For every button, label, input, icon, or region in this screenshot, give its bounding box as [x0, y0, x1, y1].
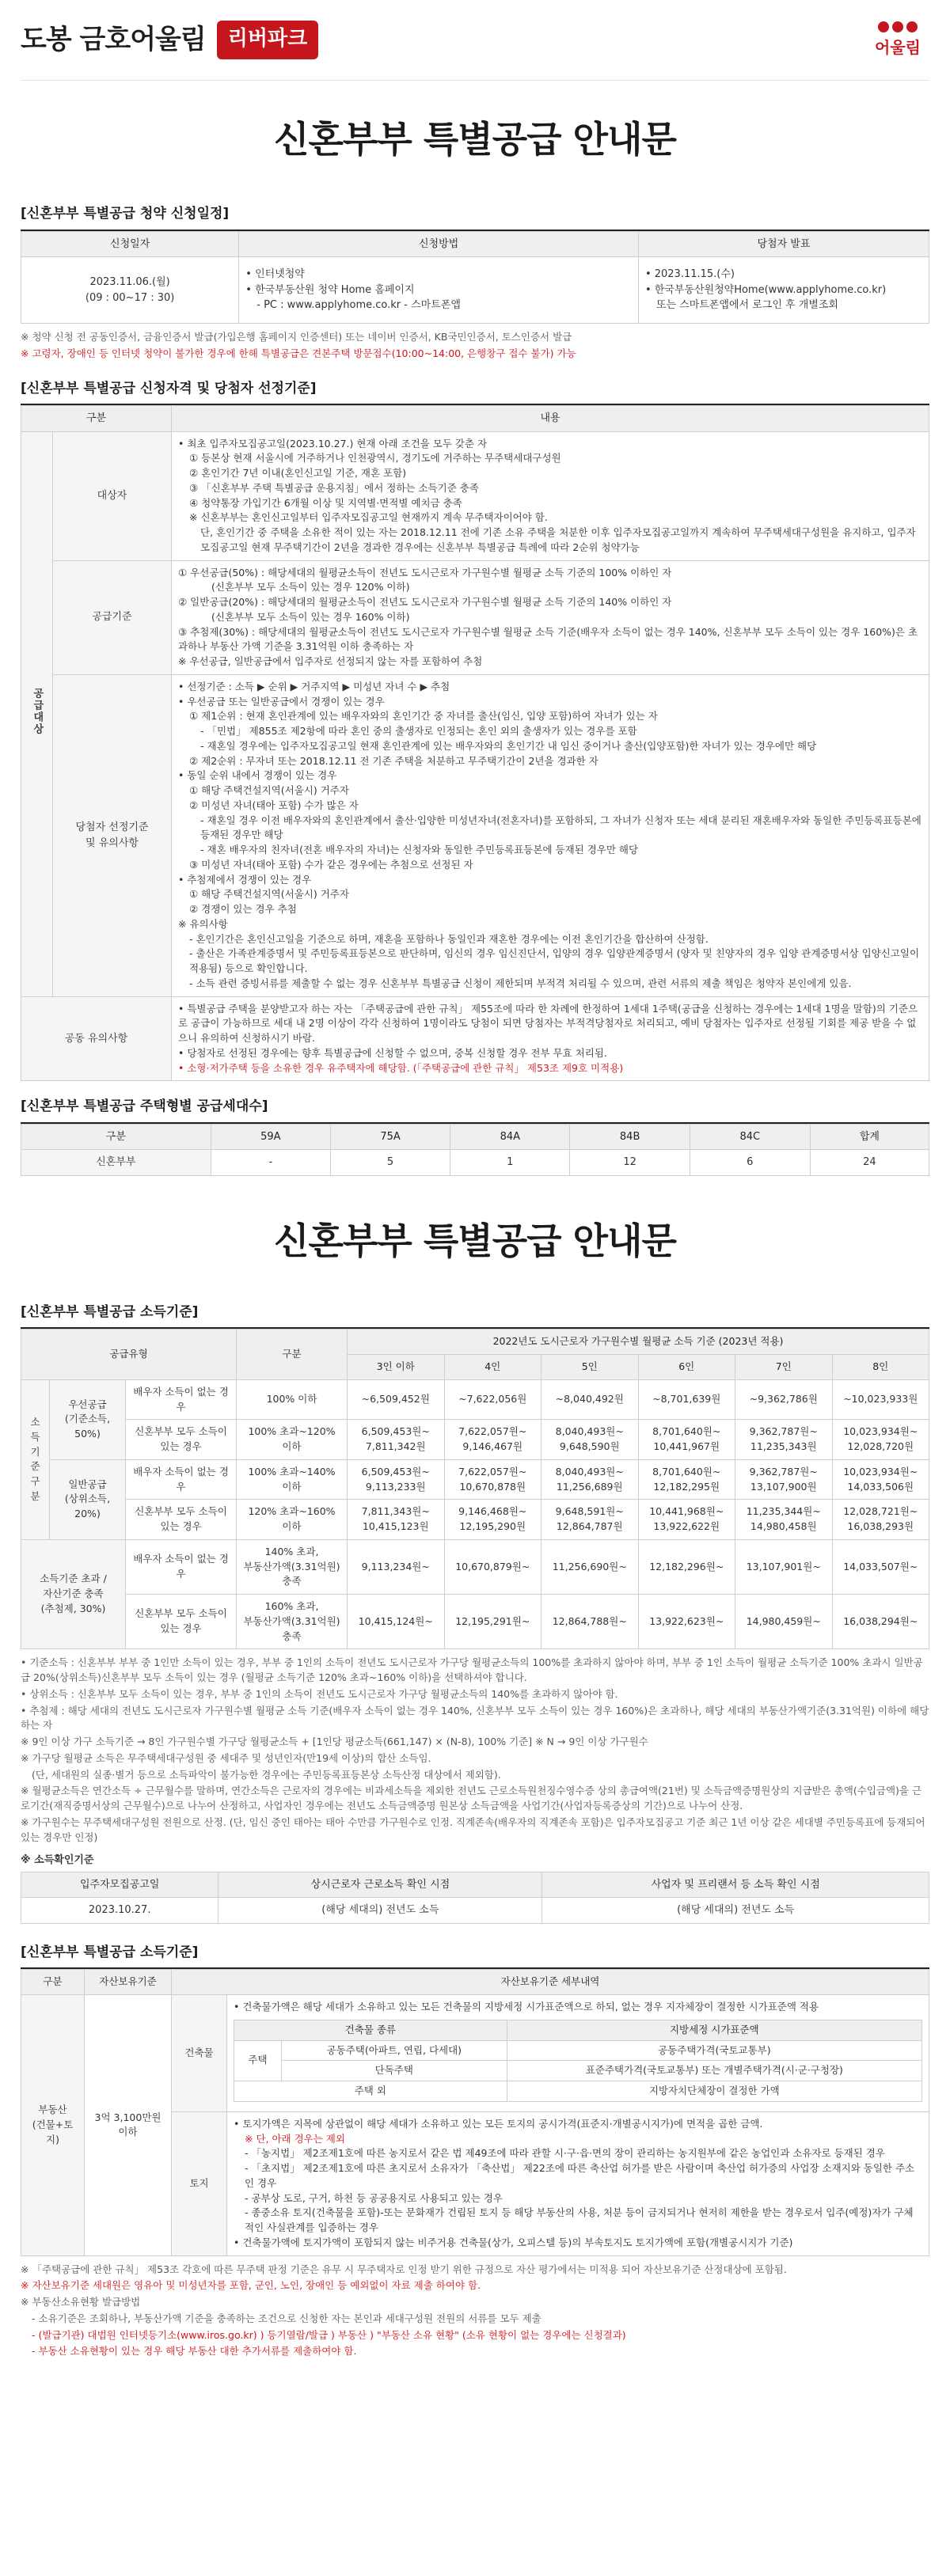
income-pct: 100% 초과~140% 이하 — [237, 1459, 348, 1500]
qual-row-content — [172, 674, 929, 996]
supply-value: 5 — [330, 1150, 450, 1176]
income-pct: 160% 초과, 부동산가액(3.31억원) 충족 — [237, 1595, 348, 1649]
asset-header: 자산보유기준 — [85, 1970, 172, 1995]
income-val: 8,701,640원~ 10,441,967원 — [638, 1420, 735, 1460]
asset-header: 자산보유기준 세부내역 — [172, 1970, 929, 1995]
building-content — [227, 1995, 929, 2112]
income-period-title: ※ 소득확인기준 — [21, 1854, 94, 1867]
income-group-name: 일반공급 (상위소득, 20%) — [50, 1459, 126, 1539]
qual-row-label: 대상자 — [53, 431, 172, 560]
income-val: ~9,362,786원 — [735, 1379, 833, 1420]
schedule-result — [638, 257, 929, 324]
income-sub: 신혼부부 모두 소득이 있는 경우 — [126, 1500, 237, 1540]
income-head-year: 2022년도 도시근로자 가구원수별 월평균 소득 기준 (2023년 적용) — [348, 1330, 929, 1355]
income-val: 9,648,591원~ 12,864,787원 — [542, 1500, 639, 1540]
result-line: • 한국부동산원청약Home(www.applyhome.co.kr) — [644, 283, 887, 296]
qual-line: • 소형·저가주택 등을 소유한 경우 유주택자에 해당함. (「주택공급에 관한 규칙」 제53조 제9호 미적용) — [178, 1061, 624, 1074]
qual-line: • 동일 순위 내에서 경쟁이 있는 경우 — [178, 769, 337, 782]
qual-line: ④ 청약통장 가입기간 6개월 이상 및 지역별·면적별 예치금 충족 — [189, 496, 462, 509]
income-val: ~8,040,492원 — [542, 1379, 639, 1420]
qual-line: 단, 혼인기간 중 주택을 소유한 적이 있는 자는 2018.12.11 전에 기존 소유 주택을 처분한 이후 입주자모집공고일까지 계속하여 무주택세대구성원을 유지하고, 입주자모집공고일 현재 무주택기간이 2년을 경과한 경우에는 신혼부부 특별공급 특례에 따라 2순위 청약가능 — [200, 526, 916, 553]
income-val: 9,362,787원~ 11,235,343원 — [735, 1420, 833, 1460]
income-val: 10,670,879원~ — [444, 1539, 542, 1594]
income-person: 7인 — [735, 1355, 833, 1380]
income-val: 13,922,623원~ — [638, 1595, 735, 1649]
supply-value: - — [211, 1150, 330, 1176]
income-pct: 120% 초과~160% 이하 — [237, 1500, 348, 1540]
qual-line: • 최초 입주자모집공고일(2023.10.27.) 현재 아래 조건을 모두 갖춘 자 — [178, 437, 488, 450]
schedule-section-title: [신혼부부 특별공급 청약 신청일정] — [21, 199, 929, 231]
income-side-label: 소득기준구분 — [21, 1379, 50, 1539]
asset-notes — [21, 2256, 929, 2365]
period-header: 입주자모집공고일 — [21, 1872, 218, 1898]
income-val: 8,040,493원~ 9,648,590원 — [542, 1420, 639, 1460]
qual-line: ② 일반공급(20%) : 해당세대의 월평균소득이 전년도 도시근로자 가구원수별 월평균 소득 기준의 140% 이하인 자 — [178, 596, 672, 608]
qual-row-content — [172, 560, 929, 674]
page-title: 신혼부부 특별공급 안내문 — [274, 118, 676, 161]
method-line: - PC : www.applyhome.co.kr - 스마트폰앱 — [256, 299, 461, 312]
income-table — [21, 1329, 929, 1649]
income-val: 11,256,690원~ — [542, 1539, 639, 1594]
qual-line: ② 제2순위 : 무자녀 또는 2018.12.11 전 기존 주택을 처분하고 무주택기간이 2년을 경과한 자 — [189, 754, 598, 767]
method-line: • 한국부동산원 청약 Home 홈페이지 — [245, 283, 415, 296]
building-inner-table — [234, 2020, 922, 2102]
supply-value: 12 — [570, 1150, 690, 1176]
inner-price: 지방자치단체장이 결정한 가액 — [507, 2081, 922, 2102]
income-val: 10,415,124원~ — [348, 1595, 445, 1649]
income-val: 14,033,507원~ — [832, 1539, 929, 1594]
income-val: 11,235,344원~ 14,980,458원 — [735, 1500, 833, 1540]
income-person: 5인 — [542, 1355, 639, 1380]
land-line: - 「농지법」 제2조제1호에 따른 농지로서 같은 법 제49조에 따라 관할 시·구·읍·면의 장이 관리하는 농지원부에 같은 농업인과 소유자로 등재된 경우 — [245, 2147, 885, 2160]
qual-row-label: 공급기준 — [53, 560, 172, 674]
note: ※ 부동산소유현황 발급방법 — [21, 2296, 141, 2308]
income-val: 12,028,721원~ 16,038,293원 — [832, 1500, 929, 1540]
note: • 추첨제 : 해당 세대의 전년도 도시근로자 가구원수별 월평균 소득 기준(배우자 소득이 없는 경우 140%, 신혼부부 모두 소득이 있는 경우 160%)은 초과하나, 해당 세대의 부동산가액기준(3.31억원) 이하에 해당하는 자 — [21, 1704, 929, 1732]
period-value: (해당 세대의) 전년도 소득 — [542, 1898, 929, 1924]
qual-line: ① 등본상 현재 서울시에 거주하거나 인천광역시, 경기도에 거주하는 무주택세대구성원 — [189, 452, 561, 465]
supply-target-label: 공급대상 — [31, 687, 44, 735]
land-label: 토지 — [172, 2111, 227, 2255]
note: ※ 월평균소득은 연간소득 ÷ 근무월수를 말하며, 연간소득은 근로자의 경우에는 비과세소득을 제외한 전년도 근로소득원천징수영수증 상의 총급여액(21번) 및 소득금액증명원상의 지급받은 총액(수입금액)을 근로기간(재직증명서상의 근무월수)으로 나누어 산정하고, 사업자인 경우에는 전년도 소득금액증명 원본상 소득금액을 사업기간(사업자등록증상의 기간)으로 나누어 산정. — [21, 1785, 922, 1812]
note: • 상위소득 : 신혼부부 모두 소득이 있는 경우, 부부 중 1인의 소득이 전년도 도시근로자 가구당 월평균소득의 140%를 초과하지 않아야 함. — [21, 1687, 618, 1700]
logo — [866, 21, 929, 59]
note: ※ 가구당 월평균 소득은 무주택세대구성원 중 세대주 및 성년인자(만19세 이상)의 합산 소득임. — [21, 1751, 431, 1764]
qual-row-label: 공동 유의사항 — [21, 996, 172, 1081]
note: ※ 고령자, 장애인 등 인터넷 청약이 불가한 경우에 한해 특별공급은 견본주택 방문접수(10:00~14:00, 은행창구 접수 불가) 가능 — [21, 347, 576, 359]
building-intro: • 건축물가액은 해당 세대가 소유하고 있는 모든 건축물의 지방세정 시가표준액으로 하되, 없는 경우 지자체장이 결정한 시가표준액 적용 — [234, 2001, 819, 2013]
income-head-gubun: 구분 — [237, 1330, 348, 1380]
period-value: (해당 세대의) 전년도 소득 — [218, 1898, 542, 1924]
note: ※ 가구원수는 무주택세대구성원 전원으로 산정. (단, 임신 중인 태아는 태아 수만큼 가구원수로 인정. 직계존속(배우자의 직계존속 포함)은 입주자모집공고 기준 최근 1년 이상 같은 세대별 주민등록표에 등재되어 있는 경우만 인정) — [21, 1815, 925, 1843]
income-val: 12,195,291원~ — [444, 1595, 542, 1649]
income-val: 12,182,296원~ — [638, 1539, 735, 1594]
period-value: 2023.10.27. — [21, 1898, 218, 1924]
brand-tag: 리버파크 — [217, 21, 318, 59]
note: (단, 세대원의 실종·별거 등으로 소득파악이 불가능한 경우에는 주민등록표등본상 소득산정 대상에서 제외함). — [32, 1768, 501, 1781]
note: ※ 청약 신청 전 공동인증서, 금융인증서 발급(가입은행 홈페이지 인증센터) 또는 네이버 인증서, KB국민인증서, 토스인증서 발급 — [21, 331, 572, 343]
income-val: 7,811,343원~ 10,415,123원 — [348, 1500, 445, 1540]
qual-line: • 선정기준 : 소득 ▶ 순위 ▶ 거주지역 ▶ 미성년 자녀 수 ▶ 추첨 — [178, 680, 450, 692]
income-val: 9,146,468원~ 12,195,290원 — [444, 1500, 542, 1540]
note: • 기준소득 : 신혼부부 부부 중 1인만 소득이 있는 경우, 부부 중 1인의 소득이 전년도 도시근로자 가구당 월평균소득의 100%를 초과하지 않아야 하며, 부부 중 1인 소득이 월평균 소득기준 100% 초과시 일반공급 20%(상위소득)신혼부부 모두 소득이 있는 경우 (월평균 소득기준 120% 초과~160% 이하)을 선택하셔야 합니다. — [21, 1656, 923, 1683]
income-val: 7,622,057원~ 9,146,467원 — [444, 1420, 542, 1460]
land-content — [227, 2111, 929, 2255]
qual-line: • 당첨자로 선정된 경우에는 향후 특별공급에 신청할 수 없으며, 중복 신청할 경우 전부 무효 처리됨. — [178, 1046, 607, 1059]
income-head-group: 공급유형 — [21, 1330, 237, 1380]
qual-line: (신혼부부 모두 소득이 있는 경우 120% 이하) — [211, 581, 410, 594]
period-header: 상시근로자 근로소득 확인 시점 — [218, 1872, 542, 1898]
inner-type: 단독주택 — [282, 2061, 507, 2081]
income-val: 8,040,493원~ 11,256,689원 — [542, 1459, 639, 1500]
income-val: 6,509,453원~ 9,113,233원 — [348, 1459, 445, 1500]
qual-row-content — [172, 431, 929, 560]
supply-header: 59A — [211, 1124, 330, 1150]
note: - 소유기준은 조회하나, 부동산가액 기준을 충족하는 조건으로 신청한 자는 본인과 세대구성원 전원의 서류를 모두 제출 — [32, 2312, 542, 2324]
qual-line: • 특별공급 주택을 분양받고자 하는 자는 「주택공급에 관한 규칙」 제55조에 따라 한 차례에 한정하여 1세대 1주택(공급을 신청하는 경우에는 1세대 1명을 말함)의 기준으로 공급이 가능하므로 세대 내 2명 이상이 각각 신청하여 1명이라도 당첨이 되면 당첨자는 부적격당첨자로 처리되고, 예비 당첨자는 입주자로 선정될 기회를 제공 받을 수 없으니 유의하여 신청하시기 바람. — [178, 1002, 918, 1044]
qual-line: - 「민법」 제855조 제2항에 따라 혼인 중의 출생자로 인정되는 혼인 외의 출생자가 있는 경우를 포함 — [200, 725, 637, 737]
income-section-title: [신혼부부 특별공급 소득기준] — [21, 1298, 929, 1330]
income-sub: 배우자 소득이 없는 경우 — [126, 1379, 237, 1420]
schedule-date: 2023.11.06.(월) (09 : 00~17 : 30) — [21, 257, 239, 324]
note: ※ 9인 이상 가구 소득기준 → 8인 가구원수별 가구당 월평균소득 + [1인당 평균소득(661,147) × (N-8), 100% 기준] ※ N → 9인 이상 가구원수 — [21, 1736, 648, 1747]
income-pct: 140% 초과, 부동산가액(3.31억원) 충족 — [237, 1539, 348, 1594]
asset-row-label: 부동산 (건물+토지) — [21, 1995, 85, 2256]
qual-line: - 재혼 배우자의 친자녀(전혼 배우자의 자녀)는 신청자와 동일한 주민등록표등본에 등재된 경우만 해당 — [200, 844, 639, 856]
supply-header: 75A — [330, 1124, 450, 1150]
income-person: 6인 — [638, 1355, 735, 1380]
supply-target-cell — [21, 431, 53, 996]
supply-header: 84C — [690, 1124, 810, 1150]
qual-line: ① 해당 주택건설지역(서울시) 거주자 — [189, 888, 349, 901]
qualification-table — [21, 405, 929, 1081]
income-val: 16,038,294원~ — [832, 1595, 929, 1649]
supply-header: 84B — [570, 1124, 690, 1150]
supply-value: 6 — [690, 1150, 810, 1176]
asset-section-title: [신혼부부 특별공급 소득기준] — [21, 1938, 929, 1970]
income-sub: 배우자 소득이 없는 경우 — [126, 1539, 237, 1594]
income-val: 9,113,234원~ — [348, 1539, 445, 1594]
supply-header: 84A — [450, 1124, 570, 1150]
income-val: ~6,509,452원 — [348, 1379, 445, 1420]
land-line: • 토지가액은 지목에 상관없이 해당 세대가 소유하고 있는 모든 토지의 공시가격(표준지·개별공시지가)에 면적을 곱한 금액. — [234, 2117, 763, 2130]
qual-line: ③ 미성년 자녀(태아 포함) 수가 같은 경우에는 추첨으로 선정된 자 — [189, 858, 473, 871]
income-person: 8인 — [832, 1355, 929, 1380]
income-sub: 배우자 소득이 없는 경우 — [126, 1459, 237, 1500]
asset-table — [21, 1969, 929, 2255]
asset-standard: 3억 3,100만원 이하 — [85, 1995, 172, 2256]
land-line: • 건축물가액에 토지가액이 포함되지 않는 비주거용 건축물(상가, 오피스텔 등)의 부속토지도 토지가액에 포함(개별공시지가 기준) — [234, 2236, 793, 2248]
income-group-name: 소득기준 초과 / 자산기준 충족 (추첨제, 30%) — [21, 1539, 126, 1649]
qual-line: ① 우선공급(50%) : 해당세대의 월평균소득이 전년도 도시근로자 가구원수별 월평균 소득 기준의 100% 이하인 자 — [178, 566, 672, 579]
schedule-header: 당첨자 발표 — [638, 231, 929, 257]
inner-type: 공동주택(아파트, 연립, 다세대) — [282, 2040, 507, 2061]
qual-line: ① 해당 주택건설지역(서울시) 거주자 — [189, 784, 349, 796]
income-val: ~10,023,933원 — [832, 1379, 929, 1420]
income-pct: 100% 이하 — [237, 1379, 348, 1420]
income-group-name: 우선공급 (기준소득, 50%) — [50, 1379, 126, 1459]
income-val: 12,864,788원~ — [542, 1595, 639, 1649]
income-sub: 신혼부부 모두 소득이 있는 경우 — [126, 1595, 237, 1649]
inner-price: 표준주택가격(국토교통부) 또는 개별주택가격(시·군·구청장) — [507, 2061, 922, 2081]
income-val: 9,362,787원~ 13,107,900원 — [735, 1459, 833, 1500]
qual-line: - 소득 관련 증빙서류를 제출할 수 없는 경우 신혼부부 특별공급 신청이 제한되며 부적격 처리될 수 있으며, 관련 서류의 제출 책임은 청약자 본인에게 있음. — [189, 977, 852, 989]
logo-dots-icon — [878, 21, 918, 32]
qualification-section-title: [신혼부부 특별공급 신청자격 및 당첨자 선정기준] — [21, 374, 929, 406]
supply-section-title: [신혼부부 특별공급 주택형별 공급세대수] — [21, 1092, 929, 1124]
income-period-table — [21, 1872, 929, 1924]
asset-header: 구분 — [21, 1970, 85, 1995]
income-pct: 100% 초과~120% 이하 — [237, 1420, 348, 1460]
income-val: 10,023,934원~ 14,033,506원 — [832, 1459, 929, 1500]
inner-price: 공동주택가격(국토교통부) — [507, 2040, 922, 2061]
top-bar — [21, 0, 929, 81]
schedule-table — [21, 231, 929, 324]
supply-row-label: 신혼부부 — [21, 1150, 211, 1176]
income-sub: 신혼부부 모두 소득이 있는 경우 — [126, 1420, 237, 1460]
note: ※ 자산보유기준 세대원은 영유아 및 미성년자를 포함, 군인, 노인, 장애인 등 예외없이 자료 제출 하여야 함. — [21, 2279, 481, 2292]
income-val: 10,023,934원~ 12,028,720원 — [832, 1420, 929, 1460]
income-val: 10,441,968원~ 13,922,622원 — [638, 1500, 735, 1540]
qual-line: - 재혼일 경우에는 입주자모집공고일 현재 혼인관계에 있는 배우자와의 혼인기간 내 임신 중이거나 출산(입양포함)한 자녀가 있는 경우에만 해당 — [200, 739, 817, 752]
supply-value: 24 — [810, 1150, 929, 1176]
qual-line: ② 미성년 자녀(태아 포함) 수가 많은 자 — [189, 799, 359, 811]
land-line: - 종중소유 토지(건축물을 포함)-또는 문화재가 건립된 토지 등 해당 부동산의 사용, 처분 등이 금지되거나 현저히 제한을 받는 경우로서 입주(예정)자가 구체적인 사실관계를 입증하는 경우 — [245, 2206, 914, 2233]
income-person: 4인 — [444, 1355, 542, 1380]
income-val: 14,980,459원~ — [735, 1595, 833, 1649]
land-line: ※ 단, 아래 경우는 제외 — [245, 2132, 345, 2145]
income-val: 7,622,057원~ 10,670,878원 — [444, 1459, 542, 1500]
income-person: 3인 이하 — [348, 1355, 445, 1380]
qual-line: (신혼부부 모두 소득이 있는 경우 160% 이하) — [211, 610, 410, 623]
qual-line: - 출산은 가족관계증명서 및 주민등록표등본으로 판단하며, 임신의 경우 임신진단서, 입양의 경우 입양관계증명서 (양자 및 친양자의 경우 입양 관계증명서상 입양신고일이 적용됨) 등으로 확인합니다. — [189, 947, 920, 974]
qual-line: • 우선공급 또는 일반공급에서 경쟁이 있는 경우 — [178, 695, 385, 708]
land-line: - 「초지법」 제2조제1호에 따른 초지로서 소유자가 「축산법」 제22조에 따른 축산업 허가를 받은 사람이며 축산업 허가증의 사업장 소재지와 동일한 주소인 경우 — [245, 2162, 915, 2189]
inner-type: 주택 외 — [234, 2081, 507, 2102]
schedule-header: 신청일자 — [21, 231, 239, 257]
qual-line: - 혼인기간은 혼인신고일을 기준으로 하며, 재혼을 포함하나 동일인과 재혼한 경우에는 이전 혼인기간을 합산하여 산정함. — [189, 932, 709, 945]
qual-line: • 추첨제에서 경쟁이 있는 경우 — [178, 873, 312, 886]
schedule-header: 신청방법 — [239, 231, 639, 257]
inner-header: 지방세정 시가표준액 — [507, 2020, 922, 2040]
note: - 부동산 소유현황이 있는 경우 해당 부동산 대한 추가서류를 제출하여야 함. — [32, 2345, 357, 2358]
supply-header: 구분 — [21, 1124, 211, 1150]
qual-row-label: 당첨자 선정기준 및 유의사항 — [53, 674, 172, 996]
qual-head-gubun: 구분 — [21, 406, 172, 432]
qual-line: ② 경쟁이 있는 경우 추첨 — [189, 903, 297, 915]
method-line: • 인터넷청약 — [245, 268, 305, 281]
note: ※ 「주택공급에 관한 규칙」 제53조 각호에 따른 무주택 판정 기준은 유무 시 무주택자로 인정 받기 위한 규정으로 자산 평가에서는 미적용 되어 자산보유기준 산정대상에 포함됨. — [21, 2263, 787, 2275]
brand — [21, 20, 318, 60]
income-val: ~7,622,056원 — [444, 1379, 542, 1420]
income-val: ~8,701,639원 — [638, 1379, 735, 1420]
income-val: 6,509,453원~ 7,811,342원 — [348, 1420, 445, 1460]
supply-table — [21, 1124, 929, 1176]
qual-row-content — [172, 996, 929, 1081]
inner-header: 건축물 종류 — [234, 2020, 507, 2040]
supply-value: 1 — [450, 1150, 570, 1176]
income-val: 8,701,640원~ 12,182,295원 — [638, 1459, 735, 1500]
result-line: 또는 스마트폰앱에서 로그인 후 개별조회 — [656, 299, 838, 312]
inner-group: 주택 — [234, 2040, 282, 2081]
qual-line: ③ 추첨제(30%) : 해당세대의 월평균소득이 전년도 도시근로자 가구원수별 월평균 소득 기준(배우자 소득이 없는 경우 140%, 신혼부부 모두 소득이 있는 경우 160%)은 초과하나 부동산 가액 기준을 3.31억원 이하 충족하는 자 — [178, 625, 918, 653]
period-header: 사업자 및 프리랜서 등 소득 확인 시점 — [542, 1872, 929, 1898]
income-notes — [21, 1649, 929, 1849]
page-title-2: 신혼부부 특별공급 안내문 — [274, 1219, 676, 1262]
income-val: 13,107,901원~ — [735, 1539, 833, 1594]
qual-line: ※ 유의사항 — [178, 917, 228, 930]
schedule-method — [239, 257, 639, 324]
note: - (발급기관) 대법원 인터넷등기소(www.iros.go.kr) ) 등기열람/발급 ) 부동산 ) "부동산 소유 현황" (소유 현황이 없는 경우에는 신청결과) — [32, 2328, 626, 2341]
supply-header: 합계 — [810, 1124, 929, 1150]
site-title: 도봉 금호어울림 — [21, 24, 206, 55]
qual-line: ③ 「신혼부부 주택 특별공급 운용지침」에서 정하는 소득기준 충족 — [189, 481, 479, 494]
qual-head-content: 내용 — [172, 406, 929, 432]
qual-line: ② 혼인기간 7년 이내(혼인신고일 기준, 재혼 포함) — [189, 467, 407, 479]
logo-text: 어울림 — [875, 37, 921, 57]
building-label: 건축물 — [172, 1995, 227, 2112]
qual-line: ※ 신혼부부는 혼인신고일부터 입주자모집공고일 현재까지 계속 무주택자이어야 함. — [189, 511, 548, 524]
result-line: • 2023.11.15.(수) — [644, 268, 735, 281]
qual-line: ① 제1순위 : 현재 혼인관계에 있는 배우자와의 혼인기간 중 자녀를 출산(임신, 입양 포함)하여 자녀가 있는 자 — [189, 710, 658, 723]
qual-line: - 재혼일 경우 이전 배우자와의 혼인관계에서 출산·입양한 미성년자녀(전혼자녀)를 포함하되, 그 자녀가 신청자 또는 세대 분리된 재혼배우자와 동일한 주민등록표등본에 등재된 경우만 해당 — [200, 814, 922, 841]
land-line: - 공부상 도로, 구거, 하천 등 공공용지로 사용되고 있는 경우 — [245, 2191, 503, 2204]
schedule-notes — [21, 324, 929, 366]
qual-line: ※ 우선공급, 일반공급에서 입주자로 선정되지 않는 자를 포함하여 추첨 — [178, 655, 483, 667]
